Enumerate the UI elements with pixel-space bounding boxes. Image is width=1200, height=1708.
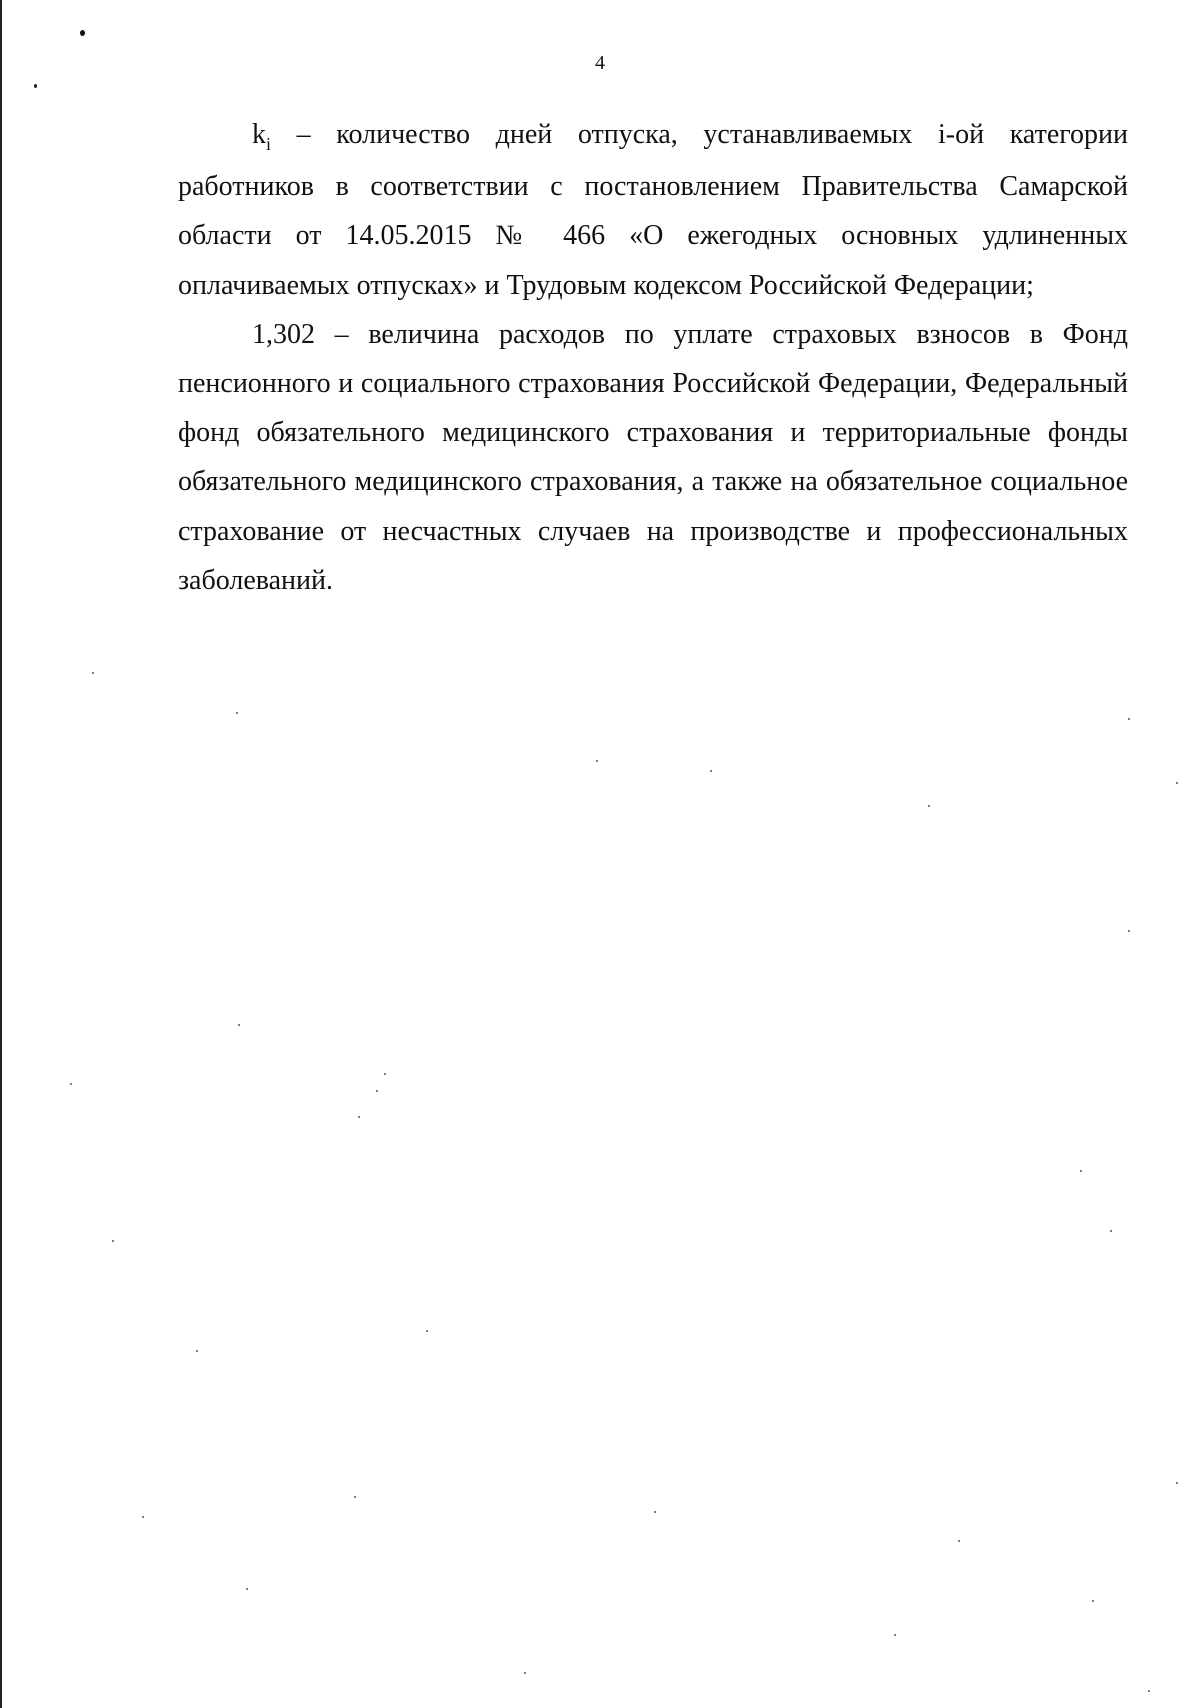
- scan-speck: [376, 1090, 378, 1092]
- scan-speck: [238, 1024, 240, 1026]
- ki-definition-text: – количество дней отпуска, устанавливаемых i-ой категории работников в соответствии с постановлением Правительства Самарской области от 14.05.2015 № 466 «О ежегодных основных удлиненных оплачиваемых отпусках» и Трудовым кодексом Российской Федерации;: [178, 119, 1128, 301]
- scan-speck: [384, 1073, 386, 1075]
- ki-subscript: i: [266, 134, 272, 154]
- paragraph-ki-definition: [178, 110, 1128, 310]
- scan-speck: [34, 84, 37, 88]
- scan-speck: [654, 1511, 656, 1513]
- scan-speck: [1128, 930, 1130, 932]
- scan-speck: [710, 770, 712, 772]
- scan-speck: [142, 1516, 144, 1518]
- paragraph-coefficient-definition: 1,302 – величина расходов по уплате страховых взносов в Фонд пенсионного и социального страхования Российской Федерации, Федеральный фонд обязательного медицинского страхования и территориальные фонды обязательного медицинского страхования, а также на обязательное социальное страхование от несчастных случаев на производстве и профессиональных заболеваний.: [178, 318, 1128, 596]
- scan-speck: [426, 1330, 428, 1332]
- scan-speck: [80, 30, 85, 36]
- scan-speck: [524, 1672, 526, 1674]
- scan-speck: [1080, 1170, 1082, 1172]
- page-number: 4: [595, 52, 605, 74]
- scan-speck: [596, 760, 598, 762]
- scan-speck: [1176, 1482, 1178, 1484]
- scan-speck: [236, 712, 238, 714]
- scan-speck: [1092, 1600, 1094, 1602]
- scan-speck: [1110, 1230, 1112, 1232]
- scan-speck: [928, 805, 930, 807]
- scan-speck: [354, 1496, 356, 1498]
- scan-speck: [958, 1540, 960, 1542]
- scan-border: [0, 0, 2, 1708]
- scan-speck: [1128, 718, 1130, 720]
- scan-speck: [112, 1240, 114, 1242]
- scan-speck: [246, 1588, 248, 1590]
- scan-speck: [92, 672, 94, 674]
- scan-speck: [1176, 782, 1178, 784]
- ki-symbol: k: [252, 119, 266, 150]
- scan-speck: [1148, 1690, 1150, 1692]
- scan-speck: [70, 1083, 72, 1085]
- scan-speck: [894, 1634, 896, 1636]
- scan-speck: [358, 1116, 360, 1118]
- document-body: [178, 110, 1128, 605]
- scan-speck: [196, 1350, 198, 1352]
